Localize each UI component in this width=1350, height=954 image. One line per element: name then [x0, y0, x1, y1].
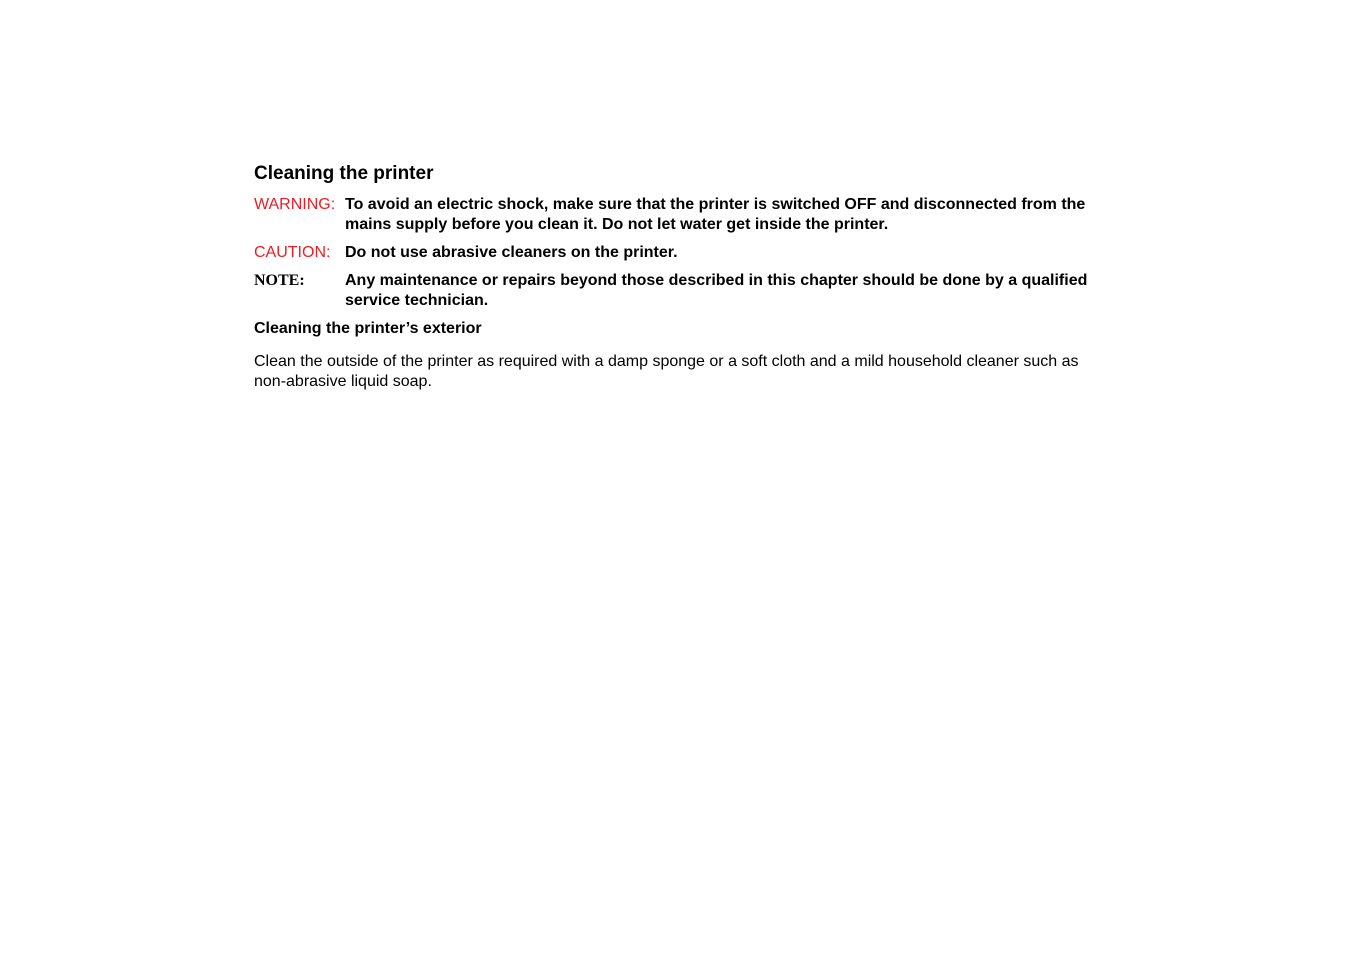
document-page: [254, 161, 1104, 392]
note-label: NOTE:: [254, 272, 305, 289]
warning-label: WARNING:: [254, 196, 336, 213]
caution-label: CAUTION:: [254, 244, 331, 261]
warning-notice: [254, 195, 1104, 235]
warning-text: To avoid an electric shock, make sure that the printer is switched OFF and disconnected from the mains supply before you clean it. Do not let water get inside the printer.: [345, 196, 1086, 233]
note-notice: [254, 271, 1104, 311]
page-title: Cleaning the printer: [254, 163, 434, 184]
section-body-text: Clean the outside of the printer as required with a damp sponge or a soft cloth and a mild household cleaner such as non-abrasive liquid soap.: [254, 353, 1079, 390]
caution-text: Do not use abrasive cleaners on the printer.: [345, 244, 678, 261]
note-text: Any maintenance or repairs beyond those described in this chapter should be done by a qualified service technician.: [345, 272, 1088, 309]
section-heading: Cleaning the printer’s exterior: [254, 320, 482, 337]
caution-notice: [254, 243, 1104, 263]
